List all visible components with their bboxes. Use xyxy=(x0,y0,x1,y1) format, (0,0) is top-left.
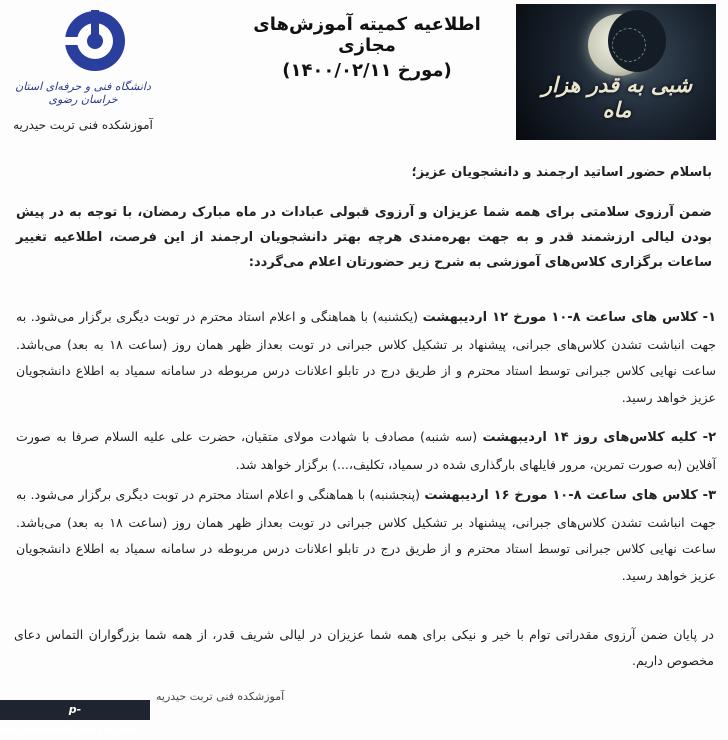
page-title: اطلاعیه کمیته آموزش‌های مجازی xyxy=(253,14,481,56)
item-heading: ۲- کلیه کلاس‌های روز ۱۴ اردیبهشت xyxy=(482,430,716,445)
university-name: دانشگاه فنی و حرفه‌ای استان خراسان رضوی xyxy=(15,80,151,106)
intro-paragraph: ضمن آرزوی سلامتی برای همه شما عزیزان و آرزوی قبولی عبادات در ماه مبارک رمضان، با توجه به در پیش بودن لیالی ارزشمند قدر و به جهت بهره‌مندی هرچه بهتر دانشجویان ارجمند از این فرصت، اطلاعیه تغییر ساعات برگزاری کلاس‌های آموزشی به شرح زیر حضورتان اعلام می‌گردد: xyxy=(16,205,712,270)
university-logo-icon xyxy=(60,6,130,76)
item-text: (یکشنبه) با هماهنگی و اعلام استاد محترم در توبت دیگری برگزار می‌شود. به جهت انباشت تشدن کلاس‌های جبرانی، پیشنهاد بر تشکیل کلاس جبرانی در توبت بعداز ظهر همان روز (ساعت ۱۸ به بعد) می‌باشد. ساعت نهایی کلاس جبرانی توسط استاد محترم و از طریق درج در تابلو اعلانات درس مربوطه در سامانه سمیاد به اطلاع دانشجویان عزیز خواهد رسید. xyxy=(16,309,716,405)
item-heading: ۳- کلاس های ساعت ۸-۱۰ مورخ ۱۶ اردیبهشت xyxy=(424,488,716,503)
qadr-night-banner xyxy=(516,4,716,140)
item-heading: ۱- کلاس های ساعت ۸-۱۰ مورخ ۱۲ اردیبهشت xyxy=(422,310,716,325)
footer-url[interactable]: p-torbatheidarye.tvu.ac.ir xyxy=(0,700,150,720)
list-item xyxy=(16,304,716,411)
college-label: آموزشکده فنی تربت حیدریه xyxy=(13,118,153,132)
closing-paragraph: در پایان ضمن آرزوی مقدراتی توام با خیر و نیکی برای همه شما عزیزان در لیالی شریف قدر، از همه شما بزرگواران التماس دعای مخصوص داریم. xyxy=(14,627,714,668)
item-text: (پنجشنبه) با هماهنگی و اعلام استاد محترم در توبت دیگری برگزار می‌شود. به جهت انباشت تشدن کلاس‌های جبرانی، پیشنهاد بر تشکیل کلاس جبرانی در توبت بعداز ظهر همان روز (ساعت ۱۸ به بعد) می‌باشد. ساعت نهایی کلاس جبرانی توسط استاد محترم و از طریق درج در تابلو اعلانات درس مربوطه در سامانه سمیاد به اطلاع دانشجویان عزیز خواهد رسید. xyxy=(16,487,716,583)
announcement-date: (مورخ ۱۴۰۰/۰۲/۱۱) xyxy=(282,60,452,81)
banner-caption: شبی به قدر هزار ماه xyxy=(541,72,693,122)
item-text: (سه شنبه) مصادف با شهادت مولای متقیان، حضرت علی علیه السلام صرفا به صورت آفلاین (به صورت تمرین، مرور فایلهای بارگذاری شده در سمیاد، تکلیف،...) برگزار خواهد شد. xyxy=(16,429,716,472)
footer-college-label: آموزشکده فنی تربت حیدریه xyxy=(156,690,285,703)
greeting: باسلام حضور اساتید ارجمند و دانشجویان عزیز؛ xyxy=(411,165,712,180)
calligraphy-medallion-icon xyxy=(612,28,646,62)
list-item xyxy=(16,424,716,478)
list-item xyxy=(16,482,716,589)
